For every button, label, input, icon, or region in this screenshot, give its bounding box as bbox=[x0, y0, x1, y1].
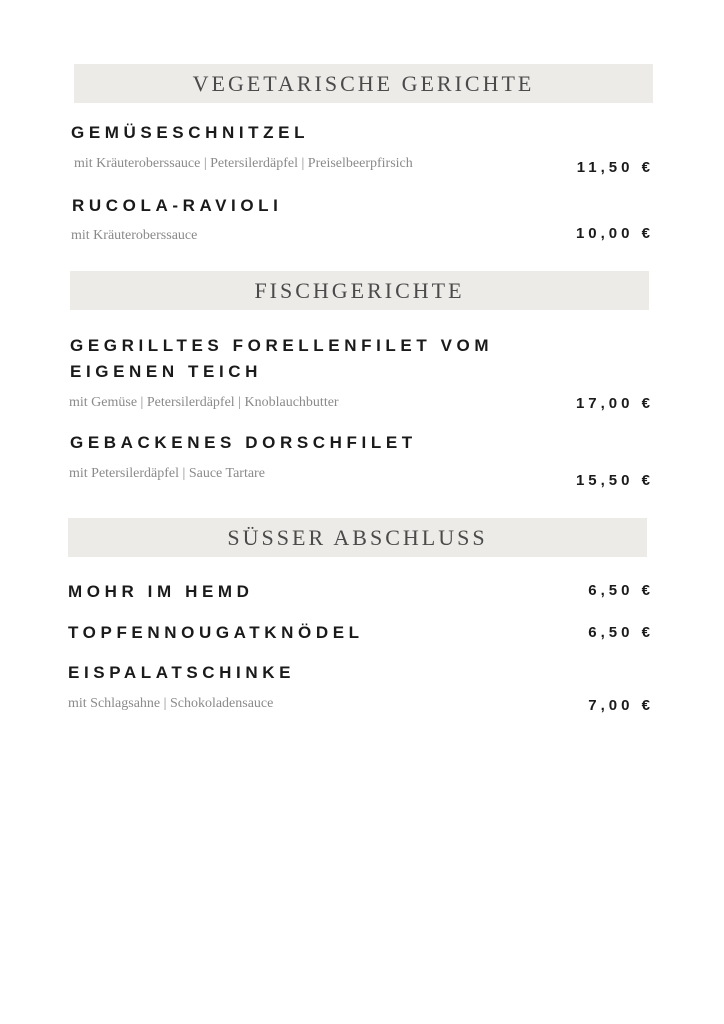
dish-name: TOPFENNOUGATKNÖDEL bbox=[68, 623, 364, 642]
dish-description: mit Gemüse | Petersilerdäpfel | Knoblauchbutter bbox=[69, 395, 339, 410]
dish-description: mit Petersilerdäpfel | Sauce Tartare bbox=[69, 466, 265, 481]
dish-name: GEGRILLTES FORELLENFILET VOM bbox=[70, 336, 494, 355]
dish-description: mit Kräuteroberssauce | Petersilerdäpfel | Preiselbeerpfirsich bbox=[74, 156, 413, 171]
dish-name: GEBACKENES DORSCHFILET bbox=[70, 433, 417, 452]
section-title: SÜSSER ABSCHLUSS bbox=[227, 524, 488, 550]
dish-description: mit Kräuteroberssauce bbox=[71, 228, 198, 243]
dish-price: 6,50 € bbox=[588, 582, 654, 599]
dish-name: GEMÜSESCHNITZEL bbox=[71, 123, 310, 142]
dish-price: 10,00 € bbox=[575, 225, 654, 242]
dish-name: EISPALATSCHINKE bbox=[68, 663, 296, 682]
dish-price: 6,50 € bbox=[588, 624, 654, 641]
dish-name-line-2: EIGENEN TEICH bbox=[70, 362, 263, 381]
dish-price: 7,00 € bbox=[588, 697, 654, 714]
dish-price: 11,50 € bbox=[576, 159, 654, 176]
section-title: VEGETARISCHE GERICHTE bbox=[192, 70, 535, 96]
section-header-fish bbox=[70, 271, 649, 310]
dish-name: MOHR IM HEMD bbox=[68, 582, 254, 601]
section-header-dessert bbox=[68, 518, 647, 557]
dish-price: 17,00 € bbox=[575, 395, 654, 412]
dish-name: RUCOLA-RAVIOLI bbox=[72, 196, 283, 215]
section-header-vegetarian bbox=[74, 64, 653, 103]
dish-description: mit Schlagsahne | Schokoladensauce bbox=[68, 696, 274, 711]
dish-price: 15,50 € bbox=[575, 472, 654, 489]
section-title: FISCHGERICHTE bbox=[254, 277, 465, 303]
